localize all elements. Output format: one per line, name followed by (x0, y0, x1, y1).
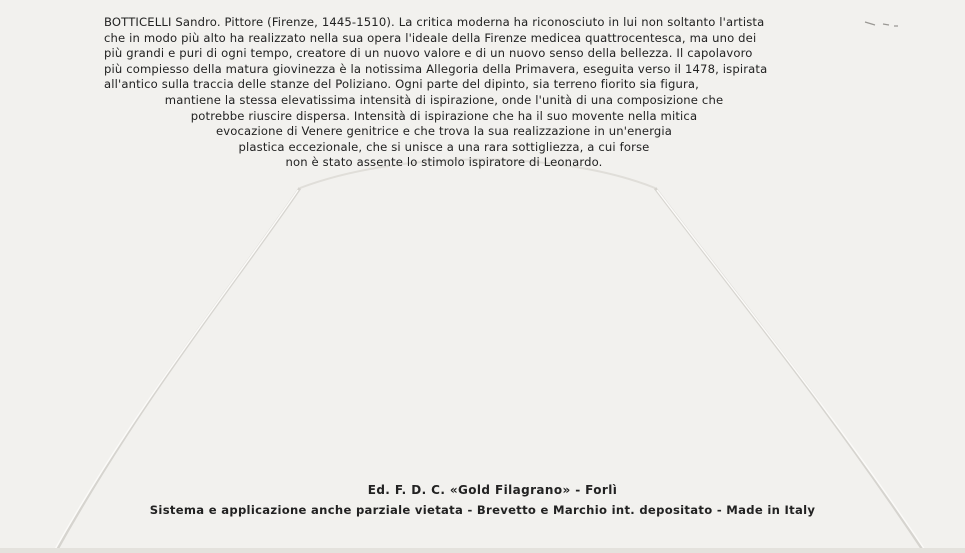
bio-line: non è stato assente lo stimolo ispiratore di Leonardo. (285, 155, 603, 170)
bio-line: BOTTICELLI Sandro. Pittore (Firenze, 1445-1510). La critica moderna ha riconosciuto in lui non soltanto l'artista (104, 15, 765, 29)
bio-line: mantiene la stessa elevatissima intensità di ispirazione, onde l'unità di una composizione che (164, 92, 724, 107)
bio-line: evocazione di Venere genitrice e che trova la sua realizzazione in un'energia (215, 124, 673, 139)
publisher-line: Ed. F. D. C. «Gold Filagrano» - Forlì (367, 483, 618, 497)
bio-line: plastica eccezionale, che si unisce a una rara sottigliezza, a cui forse (238, 139, 650, 154)
rights-notice: Sistema e applicazione anche parziale vietata - Brevetto e Marchio int. depositato - Made in Italy (149, 503, 816, 517)
bio-line: che in modo più alto ha realizzato nella sua opera l'ideale della Firenze medicea quattrocentesca, ma uno dei (104, 30, 757, 45)
bio-line: più compiesso della matura giovinezza è la notissima Allegoria della Primavera, eseguita verso il 1478, ispirata (104, 61, 768, 76)
biography-text (104, 15, 854, 171)
bio-line: più grandi e puri di ogni tempo, creatore di un nuovo valore e di un nuovo senso della bellezza. Il capolavoro (104, 46, 753, 61)
bio-line: potrebbe riuscire dispersa. Intensità di ispirazione che ha il suo movente nella mitica (190, 108, 698, 123)
right-flap-edge (655, 188, 925, 553)
bio-line: all'antico sulla traccia delle stanze del Poliziano. Ogni parte del dipinto, sia terreno fiorito sia figura, (104, 77, 699, 92)
left-flap-edge (55, 188, 300, 553)
smudge-mark (865, 22, 898, 26)
